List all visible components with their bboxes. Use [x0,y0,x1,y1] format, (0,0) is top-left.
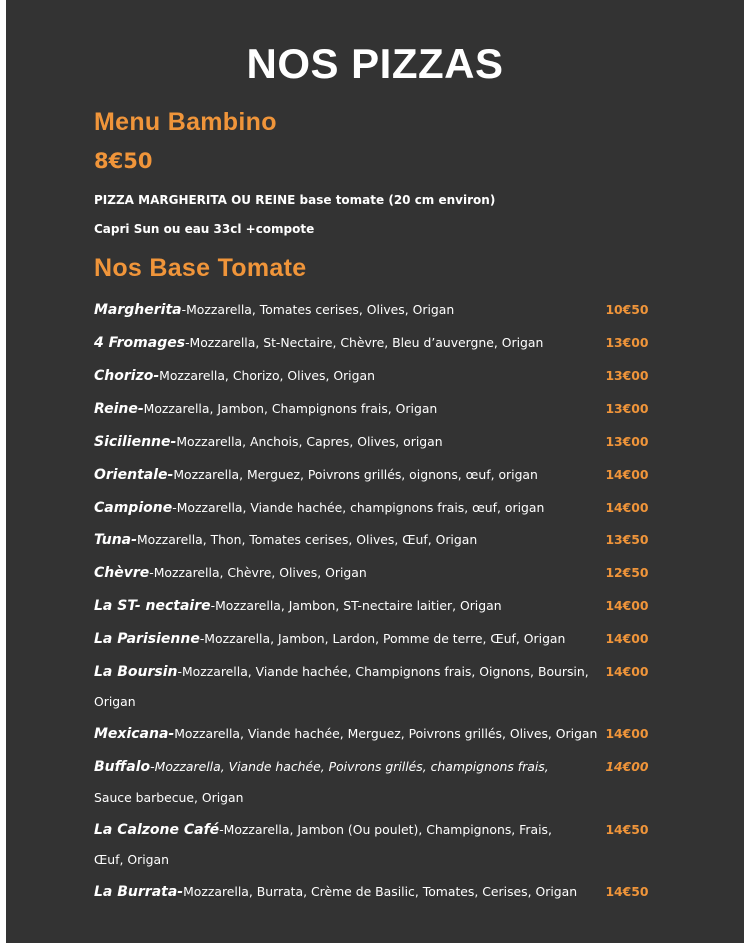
item-price: 14€00 [605,631,649,646]
item-desc: Mozzarella, Chorizo, Olives, Origan [159,368,375,383]
item-price: 13€00 [605,368,649,383]
item-name: Reine- [94,401,144,417]
item-price: 10€50 [605,302,649,317]
pizza-item-calzone-cafe [94,814,574,846]
item-desc: Mozzarella, Anchois, Capres, Olives, origan [176,434,443,449]
pizza-item-margherita [94,294,574,326]
item-name: Tuna- [94,532,137,548]
item-name: La Boursin [94,664,178,680]
item-name: Orientale- [94,467,174,483]
tomate-heading: Nos Base Tomate [94,254,307,282]
pizza-item-parisienne [94,623,574,655]
item-price: 14€00 [605,726,649,741]
item-desc: -Mozzarella, Jambon (Ou poulet), Champignons, Frais, [219,822,552,837]
item-price: 14€00 [605,759,649,774]
item-name: La Calzone Café [94,822,220,838]
item-price: 14€00 [605,467,649,482]
item-desc: -Mozzarella, St-Nectaire, Chèvre, Bleu d’auvergne, Origan [185,335,544,350]
pizza-item-burrata [94,876,578,908]
item-name: Mexicana- [94,726,175,742]
menu-page [6,0,744,943]
item-price: 13€00 [605,335,649,350]
pizza-item-tuna [94,524,574,556]
bambino-price: 8€50 [94,149,153,173]
item-desc: Mozzarella, Burrata, Crème de Basilic, Tomates, Cerises, Origan [183,884,578,899]
item-price: 12€50 [605,565,649,580]
item-name: Margherita [94,302,182,318]
item-price: 13€00 [605,401,649,416]
item-desc: -Mozzarella, Viande hachée, Poivrons grillés, champignons frais, [150,759,549,774]
item-price: 13€00 [605,434,649,449]
item-price: 13€50 [605,532,649,547]
item-name: Chèvre [94,565,150,581]
item-name: La ST- nectaire [94,598,211,614]
bambino-line-1: PIZZA MARGHERITA OU REINE base tomate (20 cm environ) [94,193,496,207]
item-price: 14€00 [605,500,649,515]
item-desc: -Mozzarella, Chèvre, Olives, Origan [149,565,367,580]
item-desc: -Mozzarella, Tomates cerises, Olives, Origan [181,302,455,317]
pizza-item-mexicana [94,718,598,750]
page-title: NOS PIZZAS [246,40,504,87]
pizza-item-buffalo [94,751,574,783]
item-desc: Mozzarella, Jambon, Champignons frais, Origan [143,401,438,416]
item-desc: Mozzarella, Thon, Tomates cerises, Olives, Œuf, Origan [136,532,478,547]
item-name: Buffalo [94,759,151,775]
pizza-item-campione [94,492,574,524]
pizza-item-chevre [94,557,574,589]
item-desc-continued: Origan [94,694,136,709]
item-desc: -Mozzarella, Viande hachée, Champignons frais, Oignons, Boursin, [177,664,589,679]
pizza-item-sicilienne [94,426,574,458]
item-desc: -Mozzarella, Viande hachée, champignons frais, œuf, origan [172,500,545,515]
item-desc-continued: Sauce barbecue, Origan [94,790,244,805]
bambino-line-2: Capri Sun ou eau 33cl +compote [94,222,315,236]
item-name: La Burrata- [94,884,184,900]
item-price: 14€00 [605,664,649,679]
item-desc: Mozzarella, Viande hachée, Merguez, Poivrons grillés, Olives, Origan [174,726,598,741]
item-name: La Parisienne [94,631,200,647]
item-name: Sicilienne- [94,434,177,450]
item-desc: -Mozzarella, Jambon, Lardon, Pomme de terre, Œuf, Origan [199,631,566,646]
item-name: Campione [94,500,173,516]
item-price: 14€50 [605,822,649,837]
pizza-item-orientale [94,459,574,491]
pizza-item-st-nectaire [94,590,574,622]
item-price: 14€50 [605,884,649,899]
item-desc-continued: Œuf, Origan [94,852,169,867]
item-name: 4 Fromages [94,335,186,351]
pizza-item-chorizo [94,360,574,392]
item-desc: Mozzarella, Merguez, Poivrons grillés, oignons, œuf, origan [173,467,538,482]
pizza-item-boursin [94,656,589,688]
bambino-heading: Menu Bambino [94,108,277,136]
pizza-item-4-fromages [94,327,574,359]
item-desc: -Mozzarella, Jambon, ST-nectaire laitier, Origan [210,598,502,613]
item-price: 14€00 [605,598,649,613]
pizza-item-reine [94,393,574,425]
item-name: Chorizo- [94,368,160,384]
